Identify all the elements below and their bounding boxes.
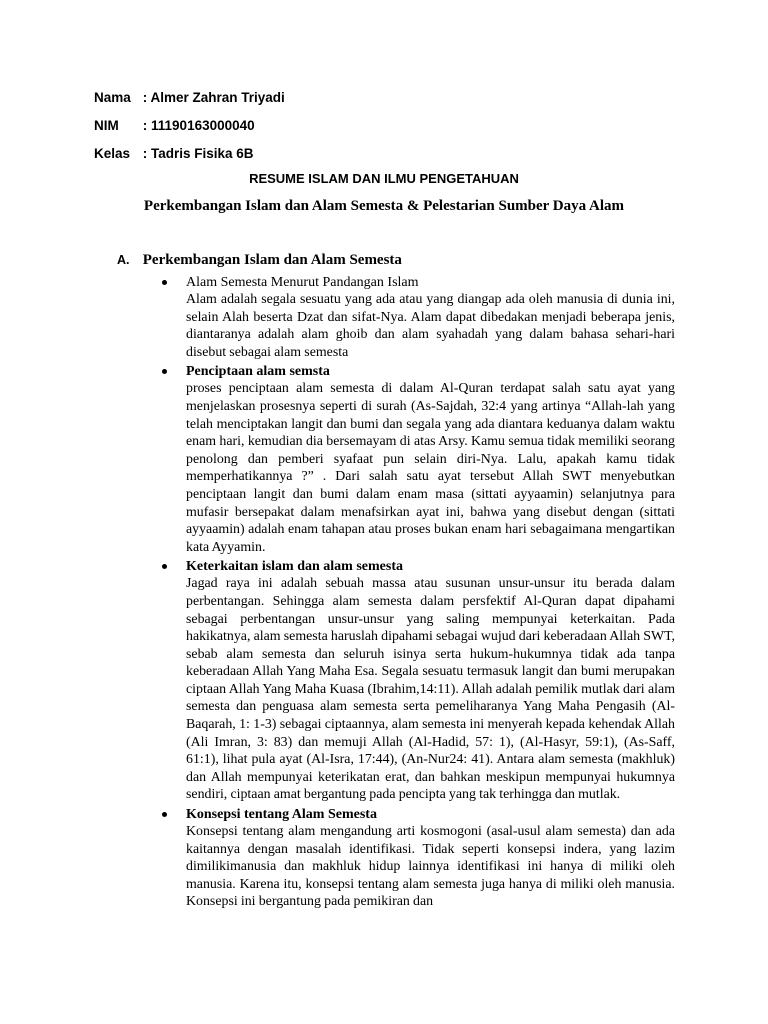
class-value: : Tadris Fisika 6B (142, 146, 254, 161)
item-body: Jagad raya ini adalah sebuah massa atau susunan unsur-unsur itu berada dalam perbentangan. Sehingga alam semesta dalam persfektif Al-Quran dapat dipahami sebagai perbentangan unsur-unsur yang saling mempunyai keterkaitan. Pada hakikatnya, alam semesta haruslah dipahami sebagai wujud dari keberadaan Allah SWT, sebab alam semesta dan seluruh isinya serta hukum-hukumnya tidak ada tanpa keberadaan Allah Yang Maha Esa. Segala sesuatu termasuk langit dan bumi merupakan ciptaan Allah Yang Maha Kuasa (Ibrahim,14:11). Allah adalah pemilik mutlak dari alam semesta dan penguasa alam semesta serta pemeliharanya Yang Maha Pengasih (Al-Baqarah, 1: 1-3) sebagai ciptaannya, alam semesta ini menyerah kepada kehendak Allah (Ali Imran, 3: 83) dan memuji Allah (Al-Hadid, 57: 1), (Al-Hasyr, 59:1), (As-Saff, 61:1), lihat pula ayat (Al-Isra, 17:44), (An-Nur24: 41). Antara alam semesta (makhluk) dan Allah mempunyai keterikatan erat, dan bahkan meskipun mempunyai hukumnya sendiri, ciptaan amat bergantung pada pencipta yang tak terhingga dan mutlak. (186, 576, 675, 803)
bullet-icon (162, 564, 167, 569)
bullet-list (186, 274, 675, 911)
bullet-icon (162, 280, 167, 285)
list-item (186, 363, 675, 556)
class-row (94, 146, 254, 161)
nim-label: NIM (94, 118, 119, 133)
section-heading (117, 252, 402, 269)
item-title: Konsepsi tentang Alam Semesta (186, 807, 377, 823)
name-label: Nama (94, 90, 131, 105)
class-label: Kelas (94, 146, 131, 161)
name-row (94, 90, 285, 105)
list-item (186, 558, 675, 804)
item-title: Keterkaitan islam dan alam semesta (186, 559, 403, 575)
bullet-icon (162, 369, 167, 374)
item-body: Alam adalah segala sesuatu yang ada atau yang diangap ada oleh manusia di dunia ini, selain Alah beserta Dzat dan sifat-Nya. Alam dapat dibedakan menjadi beberapa jenis, diantaranya adalah alam ghoib dan alam syahadah yang dalam bahasa sehari-hari disebut sebagai alam semesta (186, 292, 675, 360)
item-title: Penciptaan alam semsta (186, 364, 330, 380)
list-item (186, 806, 675, 911)
item-body: proses penciptaan alam semesta di dalam Al-Quran terdapat salah satu ayat yang menjelaskan prosesnya seperti di surah (As-Sajdah, 32:4 yang artinya “Allah-lah yang telah menciptakan langit dan bumi dan segala yang ada diantara keduanya dalam waktu enam hari, kemudian dia bersemayam di atas Arsy. Kamu semua tidak memiliki seorang penolong dan pemberi syafaat pun selain diri-Nya. Lalu, apakah kamu tidak memperhatikannya ?” . Dari salah satu ayat tersebut Allah SWT menyebutkan penciptaan langit dan bumi dalam enam masa (sittati ayyaamin) selanjutnya para mufasir bersepakat dalam menafsirkan ayat ini, bahwa yang disebut dengan (sittati ayyaamin) adalah enam tahapan atau proses bukan enam hari sebagaimana mengartikan kata Ayyamin. (186, 381, 675, 555)
section-letter: A. (117, 253, 130, 267)
section-title: Perkembangan Islam dan Alam Semesta (142, 252, 402, 268)
nim-value: : 11190163000040 (142, 118, 255, 133)
name-value: : Almer Zahran Triyadi (142, 90, 285, 105)
bullet-icon (162, 812, 167, 817)
item-body: Konsepsi tentang alam mengandung arti kosmogoni (asal-usul alam semesta) dan ada kaitannya dengan masalah identifikasi. Tidak seperti konsepsi indera, yang lazim dimilikimanusia dan makhluk hidup lainnya identifikasi ini hanya di miliki oleh manusia. Karena itu, konsepsi tentang alam semesta juga hanya di miliki oleh manusia. Konsepsi ini bergantung pada pemikiran dan (186, 824, 675, 910)
document-title: RESUME ISLAM DAN ILMU PENGETAHUAN (249, 171, 519, 186)
list-item (186, 274, 675, 361)
item-title: Alam Semesta Menurut Pandangan Islam (186, 275, 419, 290)
nim-row (94, 118, 255, 133)
document-subtitle: Perkembangan Islam dan Alam Semesta & Pelestarian Sumber Daya Alam (143, 198, 625, 214)
